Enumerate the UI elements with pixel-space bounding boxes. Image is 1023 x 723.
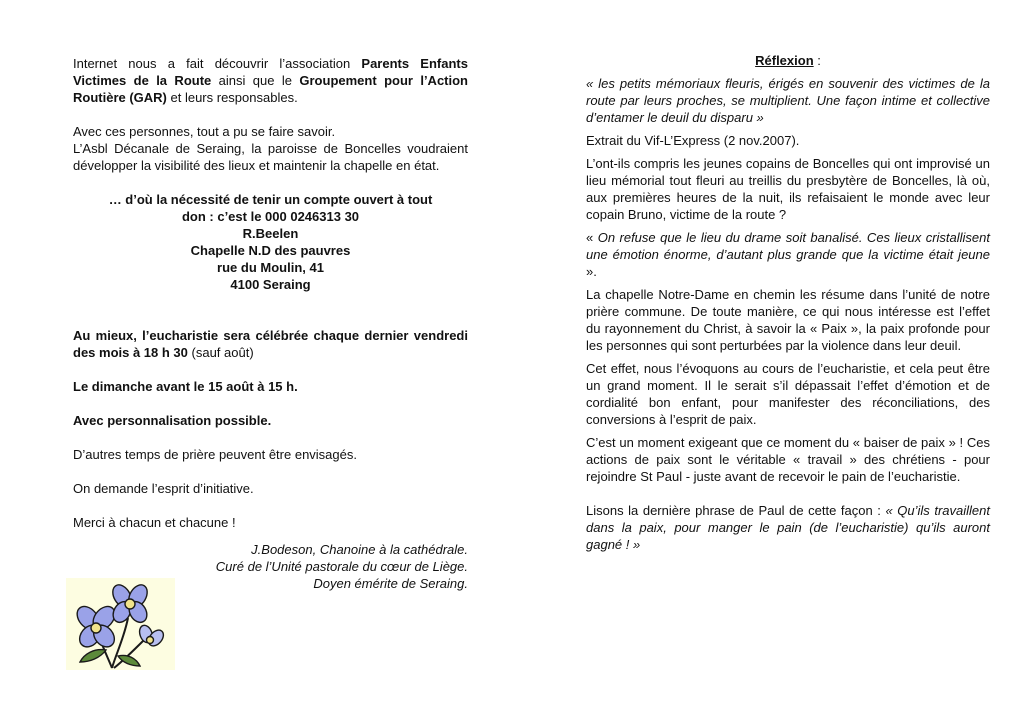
heading-colon: : <box>813 53 821 68</box>
quote-drama <box>586 229 990 280</box>
signature-line-3: Doyen émérite de Seraing. <box>313 576 468 591</box>
intro-text-2: ainsi que le <box>211 73 300 88</box>
paragraph-effect: Cet effet, nous l’évoquons au cours de l’eucharistie, et cela peut être un grand moment. Il le serait s’il dépassait l’effet d’émotion et de cordialité bon enfant, pour manifester des réconciliations, des conversions à l’esprit de paix. <box>586 361 990 427</box>
paragraph-contacts: Avec ces personnes, tout a pu se faire savoir. <box>73 124 336 139</box>
paragraph-kiss-of-peace: C’est un moment exigeant que ce moment du « baiser de paix » ! Ces actions de paix sont le véritable « travail » des chrétiens - pour rejoindre St Paul - juste avant de recevoir le pain de l’eucharistie. <box>586 435 990 484</box>
quote-source: Extrait du Vif-L’Express (2 nov.2007). <box>586 133 800 148</box>
signature-line-2: Curé de l’Unité pastorale du cœur de Liège. <box>215 559 468 574</box>
account-number: don : c’est le 000 0246313 30 <box>181 209 360 224</box>
intro-text-1: Internet nous a fait découvrir l’association <box>73 56 362 71</box>
intro-text-3: et leurs responsables. <box>166 90 298 105</box>
mass-schedule-bold: Au mieux, l’eucharistie sera célébrée chaque dernier vendredi des mois à 18 h 30 <box>73 328 468 360</box>
sunday-mass: Le dimanche avant le 15 août à 15 h. <box>73 379 298 394</box>
reflection-heading <box>586 52 990 69</box>
other-prayer-times: D’autres temps de prière peuvent être envisagés. <box>73 447 357 462</box>
quote-close: ». <box>586 264 597 279</box>
thanks-line: Merci à chacun et chacune ! <box>73 515 236 530</box>
association-name: Parents Enfants Victimes de la Route <box>73 56 468 88</box>
account-line-1: … d’où la nécessité de tenir un compte ouvert à tout <box>108 192 433 207</box>
mass-schedule <box>73 327 468 361</box>
left-column <box>73 55 468 592</box>
flower-illustration <box>66 578 175 670</box>
quote-drama-text: On refuse que le lieu du drame soit banalisé. Ces lieux cristallisent une émotion énorme, d’autant plus grande que la victime était jeune <box>586 230 991 262</box>
initiative-spirit: On demande l’esprit d’initiative. <box>73 481 254 496</box>
quote-vif: « les petits mémoriaux fleuris, érigés en souvenir des victimes de la route par leurs proches, se multiplient. Une façon intime et collective d’entamer le deuil du disparu » <box>586 76 990 125</box>
account-block <box>73 191 468 293</box>
paul-quote: « Qu’ils travaillent dans la paix, pour manger le pain (de l’eucharistie) qu’ils auront gagné ! » <box>586 503 990 552</box>
account-chapel: Chapelle N.D des pauvres <box>190 243 351 258</box>
account-city: 4100 Seraing <box>230 277 311 292</box>
account-street: rue du Moulin, 41 <box>217 260 324 275</box>
paragraph-asbl: L’Asbl Décanale de Seraing, la paroisse de Boncelles voudraient développer la visibilité des lieux et maintenir la chapelle en état. <box>73 141 468 173</box>
mass-schedule-note: (sauf août) <box>187 345 254 360</box>
paul-intro: Lisons la dernière phrase de Paul de cette façon : <box>586 503 886 518</box>
paragraph-paul <box>586 502 990 553</box>
signature-line-1: J.Bodeson, Chanoine à la cathédrale. <box>251 542 468 557</box>
account-holder: R.Beelen <box>242 226 299 241</box>
paragraph-chapel: La chapelle Notre-Dame en chemin les résume dans l’unité de notre prière commune. De toute manière, ce qui nous intéresse est l’effet du rayonnement du Christ, à savoir la « Paix », la paix profonde pour les personnes qui sont perturbées par la violence dans leur deuil. <box>586 287 990 353</box>
reflection-title: Réflexion <box>755 53 814 68</box>
flower-icon <box>66 578 175 670</box>
personalisation: Avec personnalisation possible. <box>73 413 272 428</box>
intro-paragraph <box>73 55 468 106</box>
right-column <box>586 52 990 553</box>
group-name: Groupement pour l’Action Routière (GAR) <box>73 73 469 105</box>
quote-open: « <box>586 230 598 245</box>
paragraph-boncelles: L’ont-ils compris les jeunes copains de Boncelles qui ont improvisé un lieu mémorial tout fleuri au treillis du presbytère de Boncelles, là où, aux premières heures de la nuit, ils refaisaient le monde avec leur copain Bruno, victime de la route ? <box>586 156 990 222</box>
